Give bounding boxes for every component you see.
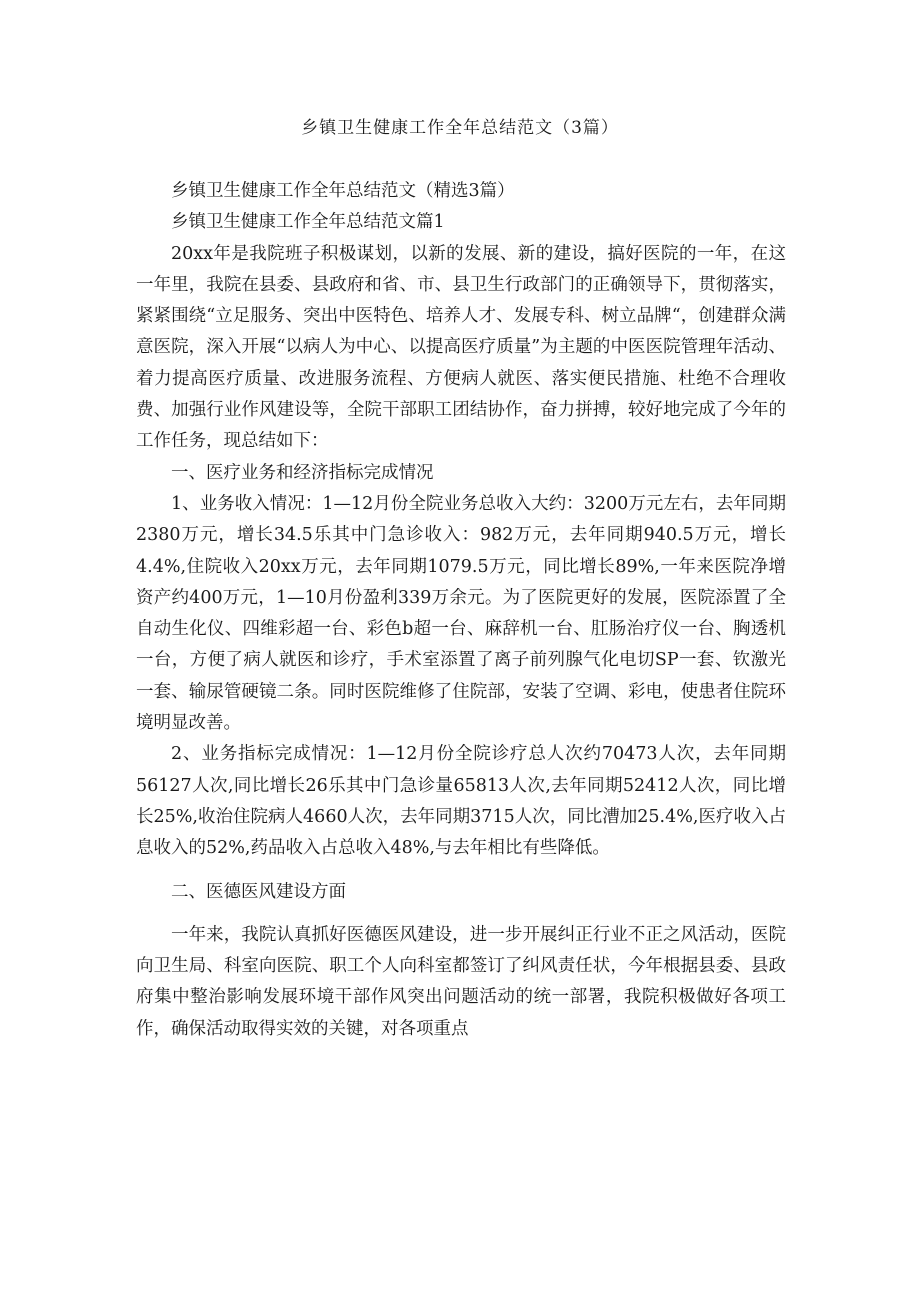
document-body — [136, 176, 786, 1045]
income-paragraph: 1、业务收入情况：1—12月份全院业务总收入大约：3200万元左右，去年同期2380万元，增长34.5乐其中门急诊收入：982万元，去年同期940.5万元，增长4.4%,住院收入20xx万元，去年同期1079.5万元，同比增长89%,一年来医院净增资产约400万元，1—10月份盈利339万余元。为了医院更好的发展，医院添置了全自动生化仪、四维彩超一台、彩色b超一台、麻辞机一台、肛肠治疗仪一台、胸透机一台，方便了病人就医和诊疗，手术室添置了离子前列腺气化电切SP一套、钦激光一套、输尿管硬镜二条。同时医院维修了住院部，安装了空调、彩电，使患者住院环境明显改善。 — [136, 493, 786, 734]
intro-paragraph: 20xx年是我院班子积极谋划，以新的发展、新的建设，搞好医院的一年，在这一年里，我院在县委、县政府和省、市、县卫生行政部门的正确领导下，贯彻落实，紧紧围绕“立足服务、突出中医特色、培养人才、发展专科、树立品牌“，创建群众满意医院，深入开展“以病人为中心、以提高医疗质量”为主题的中医医院管理年活动、着力提高医疗质量、改进服务流程、方便病人就医、落实便民措施、杜绝不合理收费、加强行业作风建设等，全院干部职工团结协作，奋力拼搏，较好地完成了今年的工作任务，现总结如下： — [136, 243, 786, 452]
document-title: 乡镇卫生健康工作全年总结范文（3篇） — [301, 118, 619, 138]
indicators-paragraph: 2、业务指标完成情况：1—12月份全院诊疗总人次约70473人次，去年同期56127人次,同比增长26乐其中门急诊量65813人次,去年同期52412人次，同比增长25%,收治住院病人4660人次，去年同期3715人次，同比漕加25.4%,医疗收入占息收入的52%,药品收入占总收入48%,与去年相比有些降低。 — [136, 744, 786, 859]
section-heading-2: 二、医德医风建设方面 — [171, 881, 346, 902]
section-heading-article-1: 乡镇卫生健康工作全年总结范文篇1 — [171, 212, 445, 233]
subtitle-paragraph: 乡镇卫生健康工作全年总结范文（精选3篇） — [171, 181, 515, 201]
section-heading-1: 一、医疗业务和经济指标完成情况 — [171, 462, 434, 483]
ethics-paragraph: 一年来，我院认真抓好医德医风建设，进一步开展纠正行业不正之风活动，医院向卫生局、科室向医院、职工个人向科室都签订了纠风责任状，今年根据县委、县政府集中整治影响发展环境干部作风突出问题活动的统一部署，我院积极做好各项工作，确保活动取得实效的关键，对各项重点 — [136, 924, 786, 1039]
